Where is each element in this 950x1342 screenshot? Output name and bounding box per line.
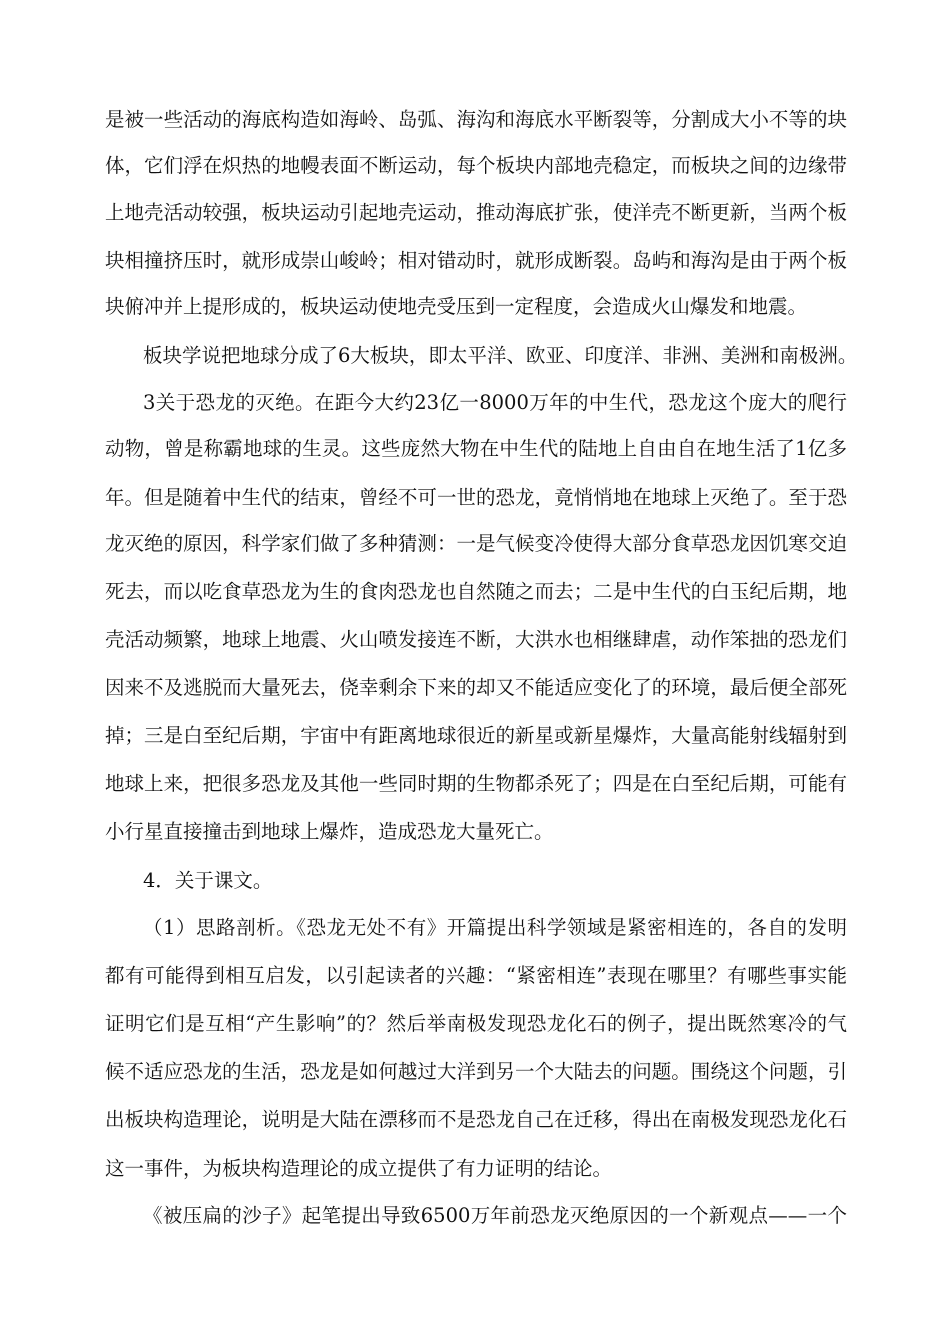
text-line: 地球上来，把很多恐龙及其他一些同时期的生物都杀死了；四是在白至纪后期，可能有 bbox=[105, 772, 847, 795]
text-line: 这一事件，为板块构造理论的成立提供了有力证明的结论。 bbox=[105, 1157, 613, 1180]
text-line: 板块学说把地球分成了6大板块，即太平洋、欧亚、印度洋、非洲、美洲和南极洲。 bbox=[143, 344, 858, 367]
text-line: 证明它们是互相“产生影响”的？然后举南极发现恐龙化石的例子，提出既然寒冷的气 bbox=[105, 1012, 847, 1035]
text-line: 出板块构造理论，说明是大陆在漂移而不是恐龙自己在迁移，得出在南极发现恐龙化石 bbox=[105, 1108, 847, 1131]
text-line: 死去，而以吃食草恐龙为生的食肉恐龙也自然随之而去；二是中生代的白玉纪后期，地 bbox=[105, 580, 847, 603]
text-line: 上地壳活动较强，板块运动引起地壳运动，推动海底扩张，使洋壳不断更新，当两个板 bbox=[105, 201, 847, 224]
text-line: 3关于恐龙的灭绝。在距今大约23亿一8000万年的中生代，恐龙这个庞大的爬行 bbox=[143, 391, 847, 414]
text-line: 块相撞挤压时，就形成崇山峻岭；相对错动时，就形成断裂。岛屿和海沟是由于两个板 bbox=[105, 249, 847, 272]
text-line: 是被一些活动的海底构造如海岭、岛弧、海沟和海底水平断裂等，分割成大小不等的块 bbox=[105, 108, 847, 131]
text-line: 动物，曾是称霸地球的生灵。这些庞然大物在中生代的陆地上自由自在地生活了1亿多 bbox=[105, 437, 847, 460]
text-line: 《被压扁的沙子》起笔提出导致6500万年前恐龙灭绝原因的一个新观点——一个 bbox=[143, 1204, 847, 1227]
text-line: 壳活动频繁，地球上地震、火山喷发接连不断，大洪水也相继肆虐，动作笨拙的恐龙们 bbox=[105, 628, 847, 651]
text-line: 候不适应恐龙的生活，恐龙是如何越过大洋到另一个大陆去的问题。围绕这个问题，引 bbox=[105, 1060, 847, 1083]
text-line: 龙灭绝的原因，科学家们做了多种猜测：一是气候变冷使得大部分食草恐龙因饥寒交迫 bbox=[105, 532, 847, 555]
text-line: 块俯冲并上提形成的，板块运动使地壳受压到一定程度，会造成火山爆发和地震。 bbox=[105, 295, 808, 318]
text-line: 因来不及逃脱而大量死去，侥幸剩余下来的却又不能适应变化了的环境，最后便全部死 bbox=[105, 676, 847, 699]
text-line: 4．关于课文。 bbox=[143, 869, 273, 892]
text-line: 体，它们浮在炽热的地幔表面不断运动，每个板块内部地壳稳定，而板块之间的边缘带 bbox=[105, 154, 847, 177]
text-line: （1）思路剖析。《恐龙无处不有》开篇提出科学领域是紧密相连的，各自的发明 bbox=[143, 916, 847, 939]
text-line: 年。但是随着中生代的结束，曾经不可一世的恐龙，竟悄悄地在地球上灭绝了。至于恐 bbox=[105, 486, 847, 509]
text-line: 小行星直接撞击到地球上爆炸，造成恐龙大量死亡。 bbox=[105, 820, 554, 843]
text-line: 掉；三是白至纪后期，宇宙中有距离地球很近的新星或新星爆炸，大量高能射线辐射到 bbox=[105, 724, 847, 747]
text-line: 都有可能得到相互启发，以引起读者的兴趣：“紧密相连”表现在哪里？有哪些事实能 bbox=[105, 964, 847, 987]
